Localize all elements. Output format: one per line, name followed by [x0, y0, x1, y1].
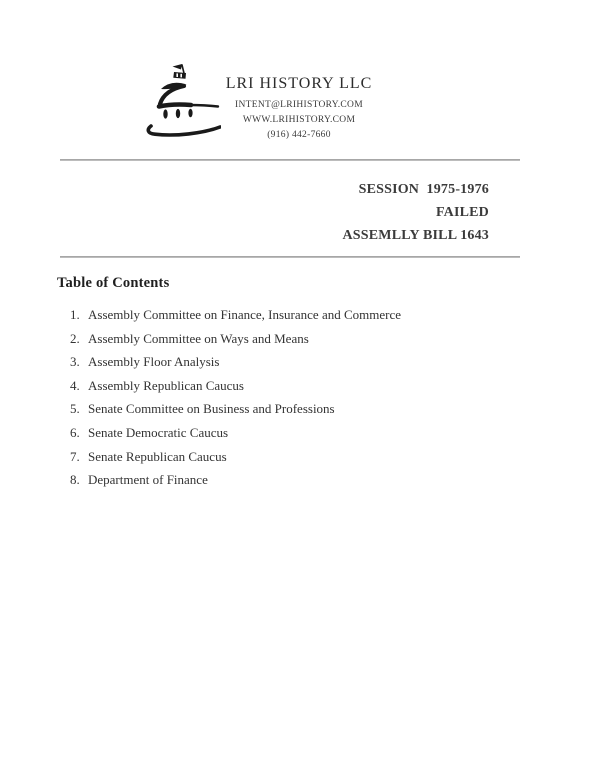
divider-top [60, 159, 520, 161]
toc-item [70, 421, 540, 445]
toc-item-label: Senate Republican Caucus [88, 448, 227, 464]
toc-item-label: Assembly Floor Analysis [88, 354, 220, 370]
toc-item-label: Department of Finance [88, 472, 208, 488]
bill-info-block [60, 178, 489, 247]
bill-number-line: ASSEMLLY BILL 1643 [342, 228, 489, 243]
toc-item [70, 303, 540, 327]
toc-item [70, 350, 540, 374]
session-line: SESSION 1975-1976 [358, 182, 489, 197]
company-header [208, 75, 390, 143]
company-name: LRI HISTORY LLC [225, 75, 373, 92]
toc-item [70, 445, 540, 469]
toc-item [70, 374, 540, 398]
toc-item-number: 6. [70, 424, 80, 440]
toc-item [70, 327, 540, 351]
company-website: WWW.LRIHISTORY.COM [242, 115, 356, 125]
toc-item-number: 3. [70, 354, 80, 370]
toc-item-number: 7. [70, 448, 80, 464]
toc-item-label: Senate Democratic Caucus [88, 424, 229, 440]
toc-item-number: 1. [70, 307, 80, 322]
toc-item [70, 468, 540, 492]
status-line: FAILED [435, 205, 489, 220]
toc-item [70, 397, 540, 421]
toc-list [70, 303, 540, 492]
toc-item-number: 8. [70, 472, 80, 488]
toc-item-number: 2. [70, 330, 80, 346]
toc-item-number: 4. [70, 377, 80, 393]
toc-item-label: Assembly Republican Caucus [88, 377, 244, 393]
toc-item-label: Assembly Committee on Ways and Means [88, 330, 309, 346]
divider-bottom [60, 256, 520, 258]
toc-heading: Table of Contents [57, 275, 170, 291]
toc-item-number: 5. [70, 401, 80, 417]
company-phone: (916) 442-7660 [267, 130, 331, 140]
toc-item-label: Senate Committee on Business and Professions [88, 401, 335, 417]
toc-item-label: Assembly Committee on Finance, Insurance and Commerce [88, 307, 402, 322]
company-email: INTENT@LRIHISTORY.COM [235, 100, 363, 110]
